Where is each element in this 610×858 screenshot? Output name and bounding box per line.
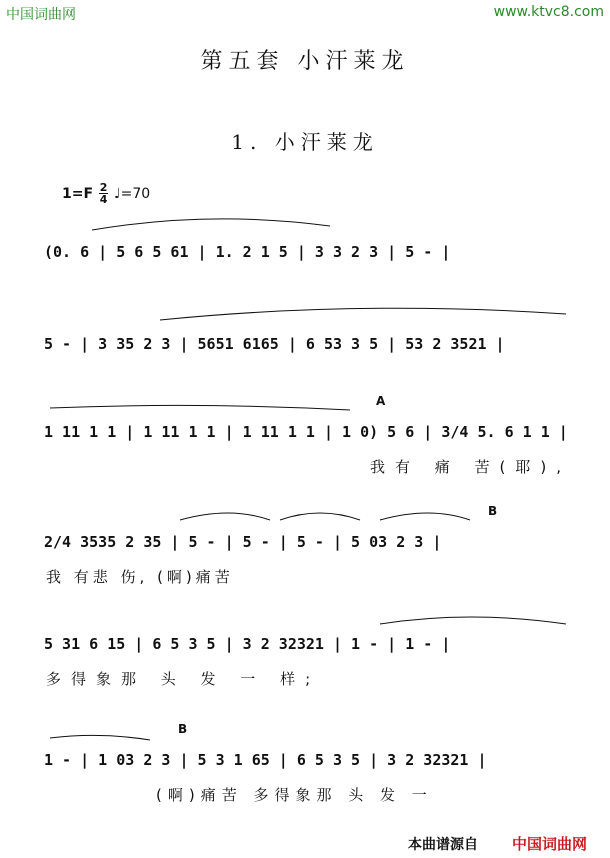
notes: 5 - | 3 35 2 3 | 5651 6165 | 6 53 3 5 | 53 2 3521 | [44, 335, 505, 353]
footer-site: 中国词曲网 [512, 835, 588, 853]
notes: 5 31 6 15 | 6 5 3 5 | 3 2 32321 | 1 - | 1 - | [44, 635, 451, 653]
section-mark: B [488, 504, 498, 518]
time-top: 2 [99, 181, 108, 194]
notes: 2/4 3535 2 35 | 5 - | 5 - | 5 - | 5 03 2 3 | [44, 533, 442, 551]
lyrics: (啊)痛苦 多得象那 头 发 一 [156, 786, 433, 804]
section-mark: A [376, 394, 386, 408]
notes: (0. 6 | 5 6 5 61 | 1. 2 1 5 | 3 3 2 3 | 5 - | [44, 243, 451, 261]
lyrics: 我 有悲 伤, (啊)痛苦 [46, 568, 234, 586]
notes: 1 - | 1 03 2 3 | 5 3 1 65 | 6 5 3 5 | 3 2 32321 | [44, 751, 487, 769]
notes: 1 11 1 1 | 1 11 1 1 | 1 11 1 1 | 1 0) 5 6 | 3/4 5. 6 1 1 | [44, 423, 568, 441]
lyrics: 多得象那 头 发 一 样; [46, 670, 321, 688]
page-title: 第五套 小汗莱龙 [200, 49, 410, 74]
watermark-right: www.ktvc8.com [493, 4, 604, 20]
song-title: 1. 小汗莱龙 [231, 130, 379, 154]
watermark-left: 中国词曲网 [6, 7, 76, 23]
time-bottom: 4 [99, 193, 108, 206]
key-tonic: 1=F [62, 185, 94, 202]
tempo: ♩=70 [114, 185, 151, 202]
section-mark: B [178, 722, 188, 736]
lyrics: 我有 痛 苦(耶), [370, 458, 572, 476]
footer-source: 本曲谱源自 [408, 837, 478, 853]
